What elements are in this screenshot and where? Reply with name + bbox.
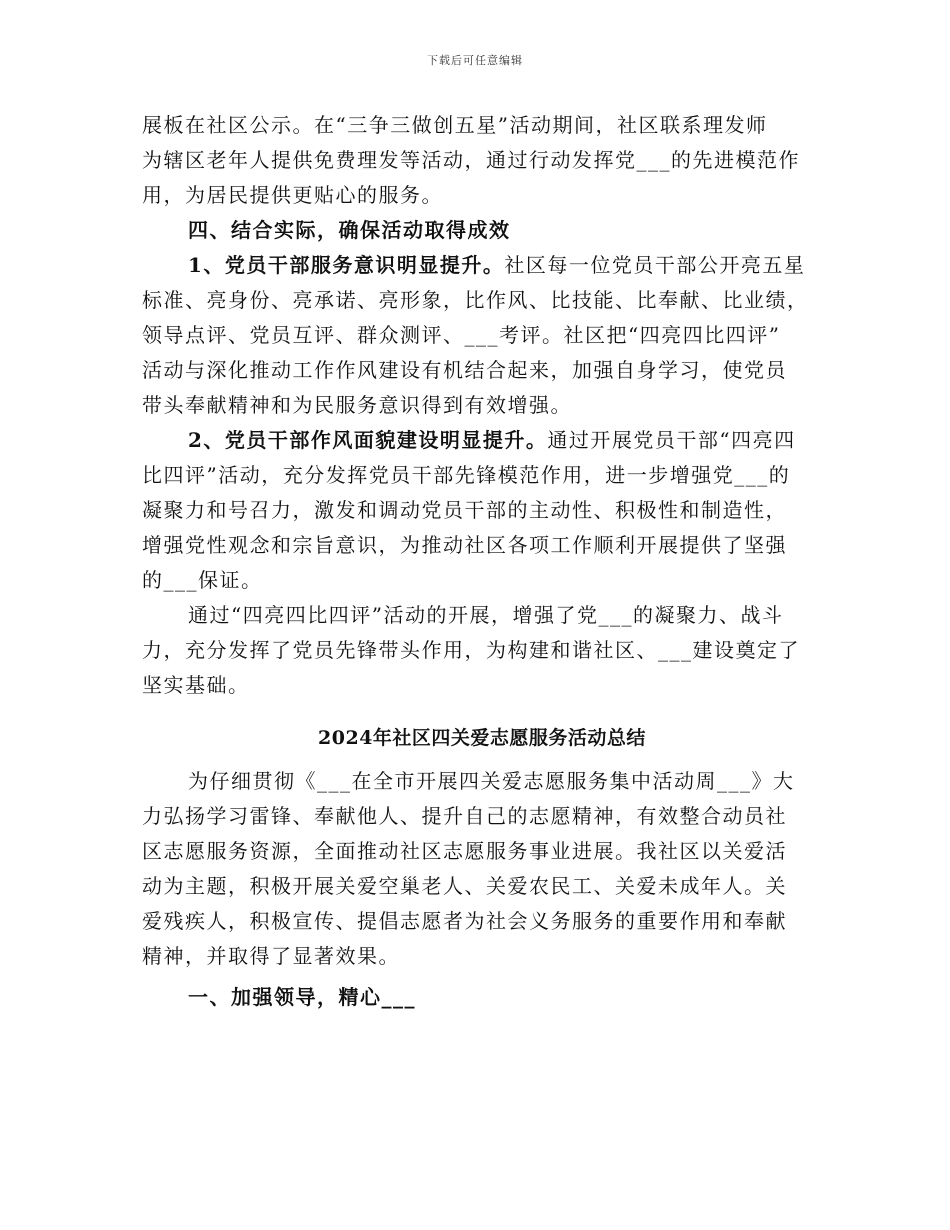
paragraph-line: 力弘扬学习雷锋、奉献他人、提升自己的志愿精神，有效整合动员社 [142, 804, 787, 828]
paragraph-line: 力，充分发挥了党员先锋带头作用，为构建和谐社区、___建设奠定了 [142, 638, 800, 662]
paragraph-line: 的___保证。 [142, 568, 263, 592]
paragraph-line: 标准、亮身份、亮承诺、亮形象，比作风、比技能、比奉献、比业绩， [142, 288, 809, 312]
paragraph-line: 展板在社区公示。在“三争三做创五星”活动期间，社区联系理发师 [142, 113, 768, 137]
paragraph-line: 领导点评、党员互评、群众测评、___考评。社区把“四亮四比四评” [142, 323, 781, 347]
section-heading-1: 一、加强领导，精心___ [188, 985, 416, 1009]
paragraph-line: 为仔细贯彻《___在全市开展四关爱志愿服务集中活动周___》大 [188, 769, 795, 793]
paragraph-line: 区志愿服务资源，全面推动社区志愿服务事业进展。我社区以关爱活 [142, 839, 787, 863]
paragraph-line: 增强党性观念和宗旨意识，为推动社区各项工作顺利开展提供了坚强 [142, 533, 787, 557]
paragraph-line: 精神，并取得了显著效果。 [142, 944, 400, 968]
page-header: 下载后可任意编辑 [427, 54, 523, 67]
paragraph-line: 坚实基础。 [142, 673, 250, 697]
section-heading-4: 四、结合实际，确保活动取得成效 [188, 218, 511, 242]
subsection-2-first-line [142, 423, 822, 458]
subsection-2-heading: 2、党员干部作风面貌建设明显提升。 [188, 428, 548, 452]
paragraph-line: 用，为居民提供更贴心的服务。 [142, 183, 443, 207]
paragraph-line: 活动与深化推动工作作风建设有机结合起来，加强自身学习，使党员 [142, 358, 787, 382]
section-title: 2024年社区四关爱志愿服务活动总结 [318, 727, 646, 749]
subsection-1-first-line [142, 248, 822, 283]
paragraph-line: 带头奉献精神和为民服务意识得到有效增强。 [142, 393, 572, 417]
subsection-2-text: 通过开展党员干部“四亮四 [547, 428, 796, 452]
document-body [142, 108, 822, 1015]
paragraph-line: 为辖区老年人提供免费理发等活动，通过行动发挥党___的先进模范作 [142, 148, 800, 172]
paragraph-line: 动为主题，积极开展关爱空巢老人、关爱农民工、关爱未成年人。关 [142, 874, 787, 898]
paragraph-line: 凝聚力和号召力，激发和调动党员干部的主动性、积极性和制造性， [142, 498, 787, 522]
subsection-1-heading: 1、党员干部服务意识明显提升。 [188, 253, 505, 277]
subsection-1-text: 社区每一位党员干部公开亮五星 [504, 253, 806, 277]
paragraph-line: 通过“四亮四比四评”活动的开展，增强了党___的凝聚力、战斗 [188, 603, 784, 627]
paragraph-line: 比四评”活动，充分发挥党员干部先锋模范作用，进一步增强党___的 [142, 463, 791, 487]
paragraph-line: 爱残疾人，积极宣传、提倡志愿者为社会义务服务的重要作用和奉献 [142, 909, 787, 933]
